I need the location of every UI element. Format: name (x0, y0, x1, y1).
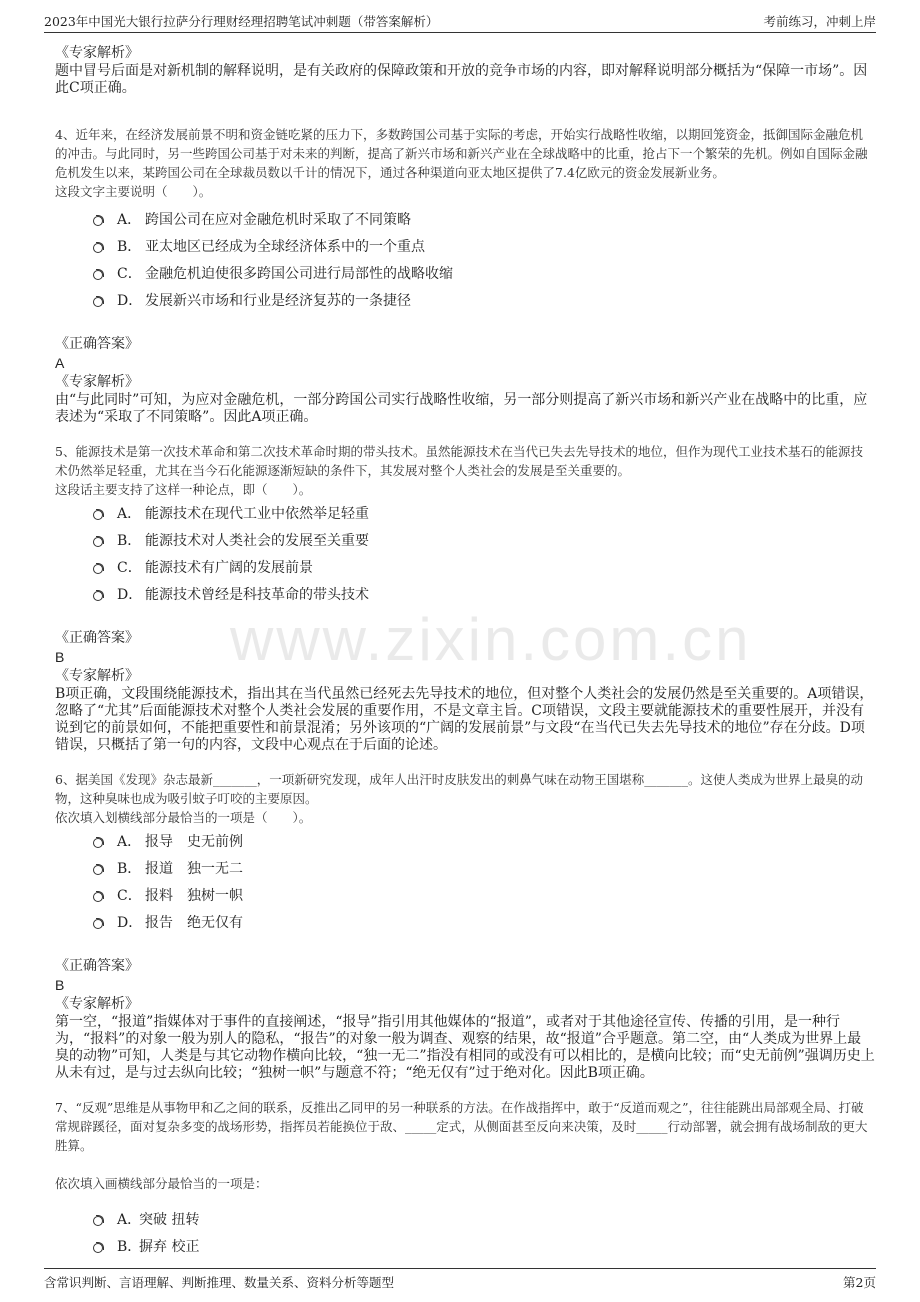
radio-icon[interactable] (93, 1216, 103, 1226)
expert-analysis-text: B项正确，文段围绕能源技术，指出其在当代虽然已经死去先导技术的地位，但对整个人类社会的发展仍然是至关重要的。A项错误，忽略了“尤其”后面能源技术对整个人类社会发展的重要作用，不是文章主旨。C项错误，文段主要就能源技术的重要性展开，并没有说到它的前景如何，不能把重要性和前景混淆；另外该项的“广阔的发展前景”与文段“在当代已失去先导技术的地位”存在分歧。D项错误，只概括了第一句的内容，文段中心观点在于后面的论述。 (55, 686, 874, 753)
expert-analysis-text: 第一空，“报道”指媒体对于事件的直接阐述，“报导”指引用其他媒体的“报道”，或者对于其他途径宣传、传播的引用，是一种行为，“报料”的对象一般为别人的隐私，“报告”的对象一般为调查、观察的结果，故“报道”合乎题意。第二空，由“人类成为世界上最臭的动物”可知，人类是与其它动物作横向比较，“独一无二”指没有相同的或没有可以相比的，是横向比较；而“史无前例”强调历史上从未有过，是与过去纵向比较；“独树一帜”与题意不符；“绝无仅有”过于绝对化。因此B项正确。 (55, 1014, 875, 1081)
option-a[interactable] (55, 501, 875, 528)
option-d[interactable] (55, 582, 875, 609)
header-slogan: 考前练习，冲刺上岸 (763, 14, 876, 29)
option-text: 突破 扭转 (139, 1212, 200, 1228)
watermark: www.zixin.com.cn (230, 606, 752, 673)
correct-answer-value: A (55, 355, 65, 371)
page-footer (44, 1268, 876, 1293)
option-letter: C． (117, 266, 142, 282)
expert-analysis-text: 由“与此同时”可知，为应对金融危机，一部分跨国公司实行战略性收缩，另一部分则提高了新兴市场和新兴产业在战略中的比重，应表述为“采取了不同策略”。因此A项正确。 (55, 392, 868, 425)
option-letter: C． (117, 560, 142, 576)
question-block-4 (55, 125, 875, 426)
option-letter: A． (117, 506, 142, 522)
option-letter: B． (117, 1239, 142, 1255)
question-block-6 (55, 770, 875, 1082)
radio-icon[interactable] (93, 838, 103, 848)
footer-categories: 含常识判断、言语理解、判断推理、数量关系、资料分析等题型 (44, 1275, 395, 1290)
option-letter: A． (117, 834, 142, 850)
expert-analysis-text: 题中冒号后面是对新机制的解释说明，是有关政府的保障政策和开放的竞争市场的内容，即对解释说明部分概括为“保障一市场”。因此C项正确。 (55, 63, 868, 96)
option-text: 跨国公司在应对金融危机时采取了不同策略 (145, 212, 411, 228)
option-a[interactable] (55, 829, 875, 856)
expert-analysis-label: 《专家解析》 (55, 45, 139, 61)
question-prompt: 这段话主要支持了这样一种论点，即（ ）。 (55, 482, 312, 497)
option-letter: D． (117, 915, 143, 931)
option-text: 亚太地区已经成为全球经济体系中的一个重点 (145, 239, 425, 255)
radio-icon[interactable] (93, 216, 103, 226)
option-text: 报告 绝无仅有 (145, 915, 243, 931)
question-stem: 6、据美国《发现》杂志最新_______，一项新研究发现，成年人出汗时皮肤发出的刺鼻气味在动物王国堪称_______。这使人类成为世界上最臭的动物，这种臭味也成为吸引蚊子叮咬的主要原因。 (55, 772, 863, 806)
option-d[interactable] (55, 910, 875, 937)
radio-icon[interactable] (93, 297, 103, 307)
radio-icon[interactable] (93, 270, 103, 280)
option-list (55, 501, 875, 609)
option-letter: D． (117, 293, 143, 309)
option-list (55, 1207, 875, 1261)
option-text: 金融危机迫使很多跨国公司进行局部性的战略收缩 (145, 266, 453, 282)
question-stem: 4、近年来，在经济发展前景不明和资金链吃紧的压力下，多数跨国公司基于实际的考虑，开始实行战略性收缩，以期回笼资金，抵御国际金融危机的冲击。与此同时，另一些跨国公司基于对未来的判断，提高了新兴市场和新兴产业在全球战略中的比重，抢占下一个繁荣的先机。例如自国际金融危机发生以来，某跨国公司在全球裁员数以千计的情况下，通过各种渠道向亚太地区提供了7.4亿欧元的资金发展新业务。 (55, 127, 868, 180)
correct-answer-value: B (55, 649, 65, 665)
option-text: 能源技术对人类社会的发展至关重要 (145, 533, 369, 549)
option-b[interactable] (55, 856, 875, 883)
correct-answer-label: 《正确答案》 (55, 958, 139, 974)
option-letter: B． (117, 533, 142, 549)
radio-icon[interactable] (93, 1243, 103, 1253)
page-number: 第2页 (843, 1275, 876, 1290)
page-content (55, 44, 875, 1261)
option-c[interactable] (55, 261, 875, 288)
option-list (55, 207, 875, 315)
document-title: 2023年中国光大银行拉萨分行理财经理招聘笔试冲刺题（带答案解析） (44, 14, 439, 29)
question-prompt: 依次填入画横线部分最恰当的一项是： (55, 1176, 268, 1191)
radio-icon[interactable] (93, 892, 103, 902)
question-prompt: 依次填入划横线部分最恰当的一项是（ ）。 (55, 810, 312, 825)
radio-icon[interactable] (93, 510, 103, 520)
question-stem: 7、“反观”思维是从事物甲和乙之间的联系，反推出乙同甲的另一种联系的方法。在作战指挥中，敢于“反道而观之”，往往能跳出局部观全局、打破常规辟蹊径，面对复杂多变的战场形势，指挥员若能换位于敌、_____定式，从侧面甚至反向来决策，及时_____行动部署，就会拥有战场制敌的更大胜算。 (55, 1100, 868, 1153)
option-letter: B． (117, 861, 142, 877)
expert-analysis-label: 《专家解析》 (55, 374, 139, 390)
correct-answer-label: 《正确答案》 (55, 630, 139, 646)
option-letter: D． (117, 587, 143, 603)
option-letter: B． (117, 239, 142, 255)
expert-analysis-label: 《专家解析》 (55, 996, 139, 1012)
option-a[interactable] (55, 1207, 875, 1234)
option-letter: A． (117, 1212, 142, 1228)
option-text: 报料 独树一帜 (145, 888, 243, 904)
option-d[interactable] (55, 288, 875, 315)
option-list (55, 829, 875, 937)
option-text: 能源技术在现代工业中依然举足轻重 (145, 506, 369, 522)
radio-icon[interactable] (93, 243, 103, 253)
correct-answer-label: 《正确答案》 (55, 336, 139, 352)
radio-icon[interactable] (93, 537, 103, 547)
option-b[interactable] (55, 528, 875, 555)
question-prompt: 这段文字主要说明（ ）。 (55, 184, 212, 199)
option-b[interactable] (55, 234, 875, 261)
radio-icon[interactable] (93, 591, 103, 601)
option-text: 发展新兴市场和行业是经济复苏的一条捷径 (145, 293, 411, 309)
page-header (44, 10, 876, 33)
option-b[interactable] (55, 1234, 875, 1261)
radio-icon[interactable] (93, 564, 103, 574)
option-letter: A． (117, 212, 142, 228)
expert-analysis-label: 《专家解析》 (55, 668, 139, 684)
question-block-7 (55, 1098, 875, 1261)
option-c[interactable] (55, 883, 875, 910)
option-text: 能源技术有广阔的发展前景 (145, 560, 313, 576)
option-text: 能源技术曾经是科技革命的带头技术 (145, 587, 369, 603)
option-text: 报道 独一无二 (145, 861, 243, 877)
radio-icon[interactable] (93, 919, 103, 929)
option-text: 摒弃 校正 (139, 1239, 200, 1255)
option-text: 报导 史无前例 (145, 834, 243, 850)
option-a[interactable] (55, 207, 875, 234)
correct-answer-value: B (55, 977, 65, 993)
option-letter: C． (117, 888, 142, 904)
option-c[interactable] (55, 555, 875, 582)
question-stem: 5、能源技术是第一次技术革命和第二次技术革命时期的带头技术。虽然能源技术在当代已失去先导技术的地位，但作为现代工业技术基石的能源技术仍然举足轻重，尤其在当今石化能源逐渐短缺的条件下，其发展对整个人类社会的发展是至关重要的。 (55, 444, 863, 478)
radio-icon[interactable] (93, 865, 103, 875)
question-block-5 (55, 442, 875, 754)
